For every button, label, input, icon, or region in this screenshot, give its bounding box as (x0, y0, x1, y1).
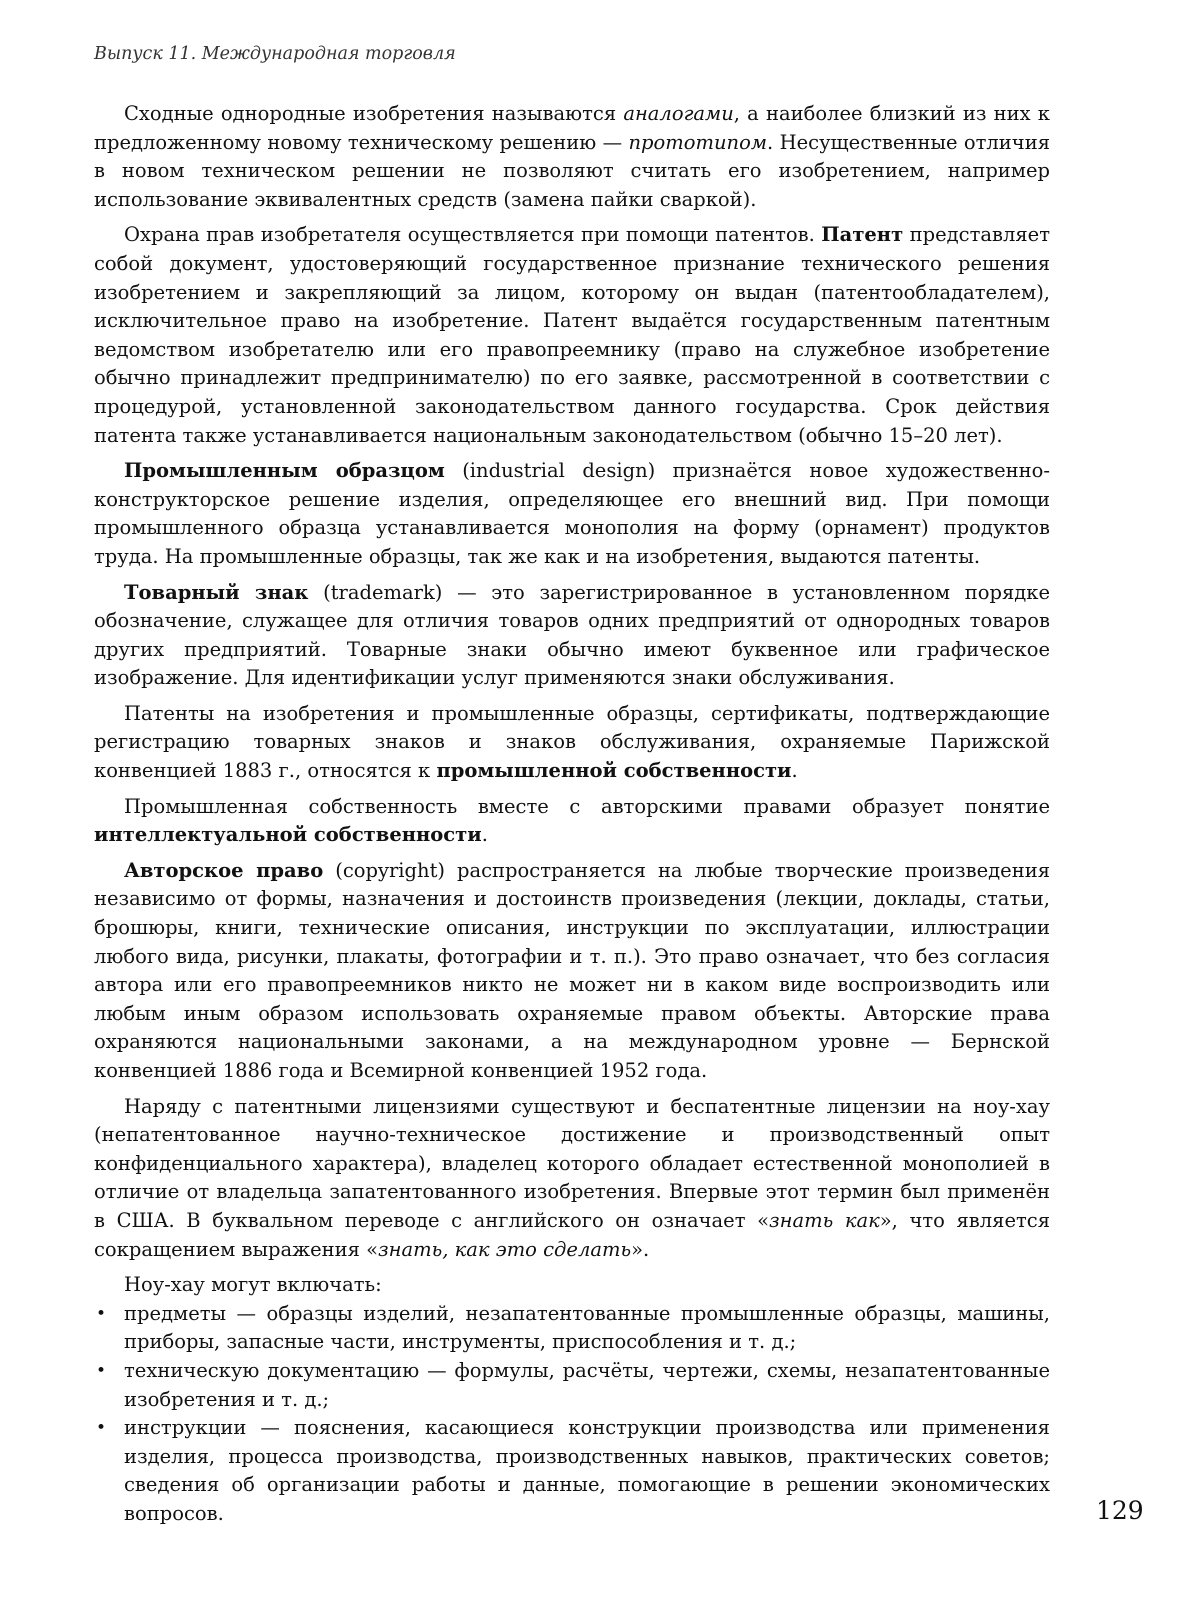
text-span: Наряду с патентными лицензиями существуют и беспатентные лицензии на ноу-хау (непатентованное научно-техническое достижение и производственный опыт конфиденциального характера), владелец которого обладает естественной монополией в отличие от владельца запатентованного изобретения. Впервые этот термин был применён в США. В буквальном переводе с английского он означает « (94, 1094, 1050, 1232)
text-span: ». (631, 1237, 650, 1261)
term-know-how-full: знать, как это сделать (378, 1237, 632, 1261)
list-item-text: предметы — образцы изделий, незапатентованные промышленные образцы, машины, приборы, запасные части, инструменты, приспособления и т. д.; (124, 1301, 1050, 1354)
text-span: Патенты на изобретения и промышленные образцы, сертификаты, подтверждающие регистрацию товарных знаков и знаков обслуживания, охраняемые Парижской конвенцией 1883 г., относятся к (94, 701, 1050, 783)
term-industrial-design: Промышленным образцом (124, 459, 445, 483)
list-item (94, 1414, 1050, 1528)
list-item-text: техническую документацию — формулы, расчёты, чертежи, схемы, незапатентованные изобретения и т. д.; (124, 1358, 1050, 1411)
list-item-text: инструкции — пояснения, касающиеся конструкции производства или применения изделия, процесса производства, производственных навыков, практических советов; сведения об организации работы и данные, помогающие в решении экономических вопросов. (124, 1416, 1050, 1525)
term-analogs: аналогами (623, 102, 734, 125)
bullet-icon: • (96, 1360, 107, 1381)
paragraph-intellectual-property (94, 793, 1050, 850)
paragraph-analogs (94, 100, 1050, 214)
paragraph-trademark (94, 579, 1050, 693)
paragraph-know-how (94, 1093, 1050, 1265)
know-how-list (94, 1300, 1050, 1529)
term-know-how: знать как (769, 1208, 880, 1232)
bullet-icon: • (96, 1303, 107, 1324)
text-span: . (481, 823, 488, 847)
text-span: Сходные однородные изобретения называются (124, 102, 624, 125)
term-patent: Патент (821, 223, 904, 247)
paragraph-industrial-property (94, 700, 1050, 786)
text-span: . (791, 759, 798, 783)
text-span: Промышленная собственность вместе с авторскими правами образует понятие (124, 794, 1050, 818)
main-text (94, 100, 1050, 1529)
running-header: Выпуск 11. Международная торговля (94, 44, 456, 64)
text-span: представляет собой документ, удостоверяющий государственное признание технического решения изобретением и закрепляющий за лицом, которому он выдан (патентообладателем), исключительное право на изобретение. Патент выдаётся государственным патентным ведомством изобретателю или его правопреемнику (право на служебное изобретение обычно принадлежит предпринимателю) по его заявке, рассмотренной в соответствии с процедурой, установленной законодательством данного государства. Срок действия патента также устанавливается национальным законодательством (обычно 15–20 лет). (94, 223, 1050, 447)
page-number: 129 (1096, 1496, 1144, 1525)
paragraph-patent (94, 221, 1050, 450)
text-span: », что является сокращением выражения « (94, 1208, 1051, 1261)
term-intellectual-property: интеллектуальной собственности (94, 823, 482, 847)
list-item (94, 1357, 1050, 1414)
text-span: Ноу-хау могут включать: (124, 1273, 382, 1297)
bullet-icon: • (96, 1418, 107, 1439)
term-industrial-property: промышленной собственности (436, 759, 792, 783)
text-span: (trademark) — это зарегистрированное в установленном порядке обозначение, служащее для отличия товаров одних предприятий от однородных товаров других предприятий. Товарные знаки обычно имеют буквенное или графическое изображение. Для идентификации услуг применяются знаки обслуживания. (94, 580, 1050, 690)
text-span: (industrial design) признаётся новое художественно-конструкторское решение изделия, определяющее его внешний вид. При помощи промышленного образца устанавливается монополия на форму (орнамент) продуктов труда. На промышленные образцы, так же как и на изобретения, выдаются патенты. (94, 459, 1050, 568)
paragraph-copyright (94, 857, 1050, 1086)
text-span: , а наиболее близкий из них к предложенному новому техническому решению — (94, 102, 1050, 154)
text-span: . Несущественные отличия в новом техническом решении не позволяют считать его изобретением, например использование эквивалентных средств (замена пайки сваркой). (94, 130, 1050, 211)
paragraph-list-intro (94, 1271, 1050, 1300)
text-span: Охрана прав изобретателя осуществляется при помощи патентов. (124, 223, 822, 247)
list-item (94, 1300, 1050, 1357)
text-span: (copyright) распространяется на любые творческие произведения независимо от формы, назначения и достоинств произведения (лекции, доклады, статьи, брошюры, книги, технические описания, инструкции по эксплуатации, иллюстрации любого вида, рисунки, плакаты, фотографии и т. п.). Это право означает, что без согласия автора или его правопреемников никто не может ни в каком виде воспроизводить или любым иным образом использовать охраняемые правом объекты. Авторские права охраняются национальными законами, а на международном уровне — Бернской конвенцией 1886 года и Всемирной конвенцией 1952 года. (94, 858, 1050, 1082)
paragraph-industrial-design (94, 457, 1050, 571)
term-prototype: прототипом (628, 130, 768, 154)
term-trademark: Товарный знак (124, 580, 309, 604)
term-copyright: Авторское право (124, 858, 324, 882)
